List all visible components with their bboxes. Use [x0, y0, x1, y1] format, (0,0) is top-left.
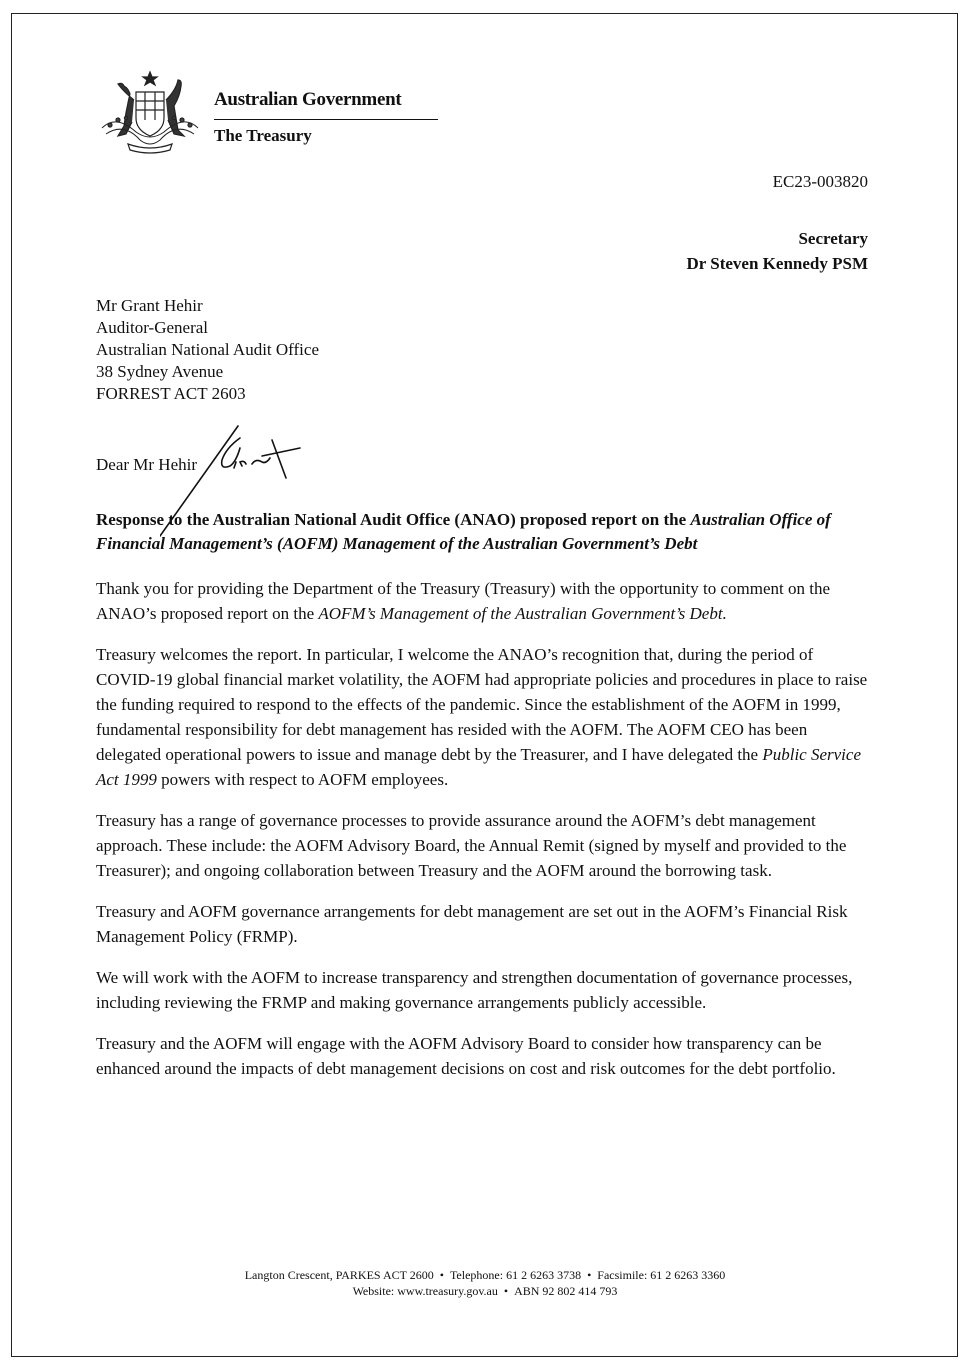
body-paragraph: We will work with the AOFM to increase transparency and strengthen documentation of governance processes, including reviewing the FRMP and making governance arrangements publicly accessible. — [96, 968, 853, 1012]
address-line: Auditor-General — [96, 318, 209, 337]
reference-number: EC23-003820 — [772, 172, 868, 191]
department-name: The Treasury — [214, 126, 312, 145]
address-line: 38 Sydney Avenue — [96, 362, 224, 381]
footer-website: Website: www.treasury.gov.au — [352, 1284, 498, 1298]
footer-contact-line — [0, 1267, 970, 1283]
bullet-separator: • — [439, 1268, 444, 1282]
bullet-separator: • — [587, 1268, 592, 1282]
footer-web-line — [0, 1283, 970, 1299]
bullet-separator: • — [503, 1284, 509, 1298]
letter-footer — [0, 1267, 970, 1299]
address-line: Australian National Audit Office — [96, 340, 319, 359]
body-paragraph: Treasury and the AOFM will engage with the AOFM Advisory Board to consider how transparency can be enhanced around the impacts of debt management decisions on cost and risk outcomes for the debt portfolio. — [96, 1034, 836, 1078]
footer-abn: ABN 92 802 414 793 — [514, 1284, 618, 1298]
paragraph-text: powers with respect to AOFM employees. — [156, 770, 449, 789]
letter-subject — [96, 508, 876, 556]
coat-of-arms-icon — [96, 70, 204, 156]
paragraph-text: Treasury welcomes the report. In particular, I welcome the ANAO’s recognition that, during the period of COVID-19 global financial market volatility, the AOFM had appropriate policies and procedures in place to raise the funding required to respond to the effects of the pandemic. Since the establishment of the AOFM in 1999, fundamental responsibility for debt management has resided with the AOFM. The AOFM CEO has been delegated operational powers to issue and manage debt by the Treasurer, and I have delegated the — [96, 645, 868, 764]
subject-report-title: Australian Office of Financial Management’s (AOFM) Management of the Australian Government’s Debt — [96, 510, 831, 553]
body-paragraph — [96, 576, 874, 626]
letter-body — [96, 576, 874, 1097]
body-paragraph: Treasury has a range of governance processes to provide assurance around the AOFM’s debt management approach. These include: the AOFM Advisory Board, the Annual Remit (signed by myself and provided to the Treasurer); and ongoing collaboration between Treasury and the AOFM around the borrowing task. — [96, 811, 847, 880]
paragraph-text: Thank you for providing the Department of the Treasury (Treasury) with the opportunity to comment on the ANAO’s proposed report on the — [96, 579, 831, 623]
government-name: Australian Government — [214, 89, 402, 110]
sender-block — [687, 226, 869, 276]
address-line: FORREST ACT 2603 — [96, 384, 246, 403]
letterhead-divider — [214, 119, 438, 120]
sender-role: Secretary — [798, 229, 868, 248]
footer-telephone: Telephone: 61 2 6263 3738 — [449, 1268, 582, 1282]
act-title: Public Service Act 1999 — [96, 745, 861, 789]
salutation: Dear Mr Hehir — [96, 455, 198, 474]
subject-text: Response to the Australian National Audit Office (ANAO) proposed report on the — [96, 510, 691, 529]
footer-address: Langton Crescent, PARKES ACT 2600 — [244, 1268, 434, 1282]
report-title: AOFM’s Management of the Australian Government’s Debt. — [318, 604, 727, 623]
recipient-address — [96, 295, 319, 405]
body-paragraph — [96, 642, 874, 792]
footer-facsimile: Facsimile: 61 2 6263 3360 — [597, 1268, 726, 1282]
sender-name: Dr Steven Kennedy PSM — [686, 254, 868, 273]
address-line: Mr Grant Hehir — [96, 296, 203, 315]
body-paragraph: Treasury and AOFM governance arrangements for debt management are set out in the AOFM’s Financial Risk Management Policy (FRMP). — [96, 902, 848, 946]
